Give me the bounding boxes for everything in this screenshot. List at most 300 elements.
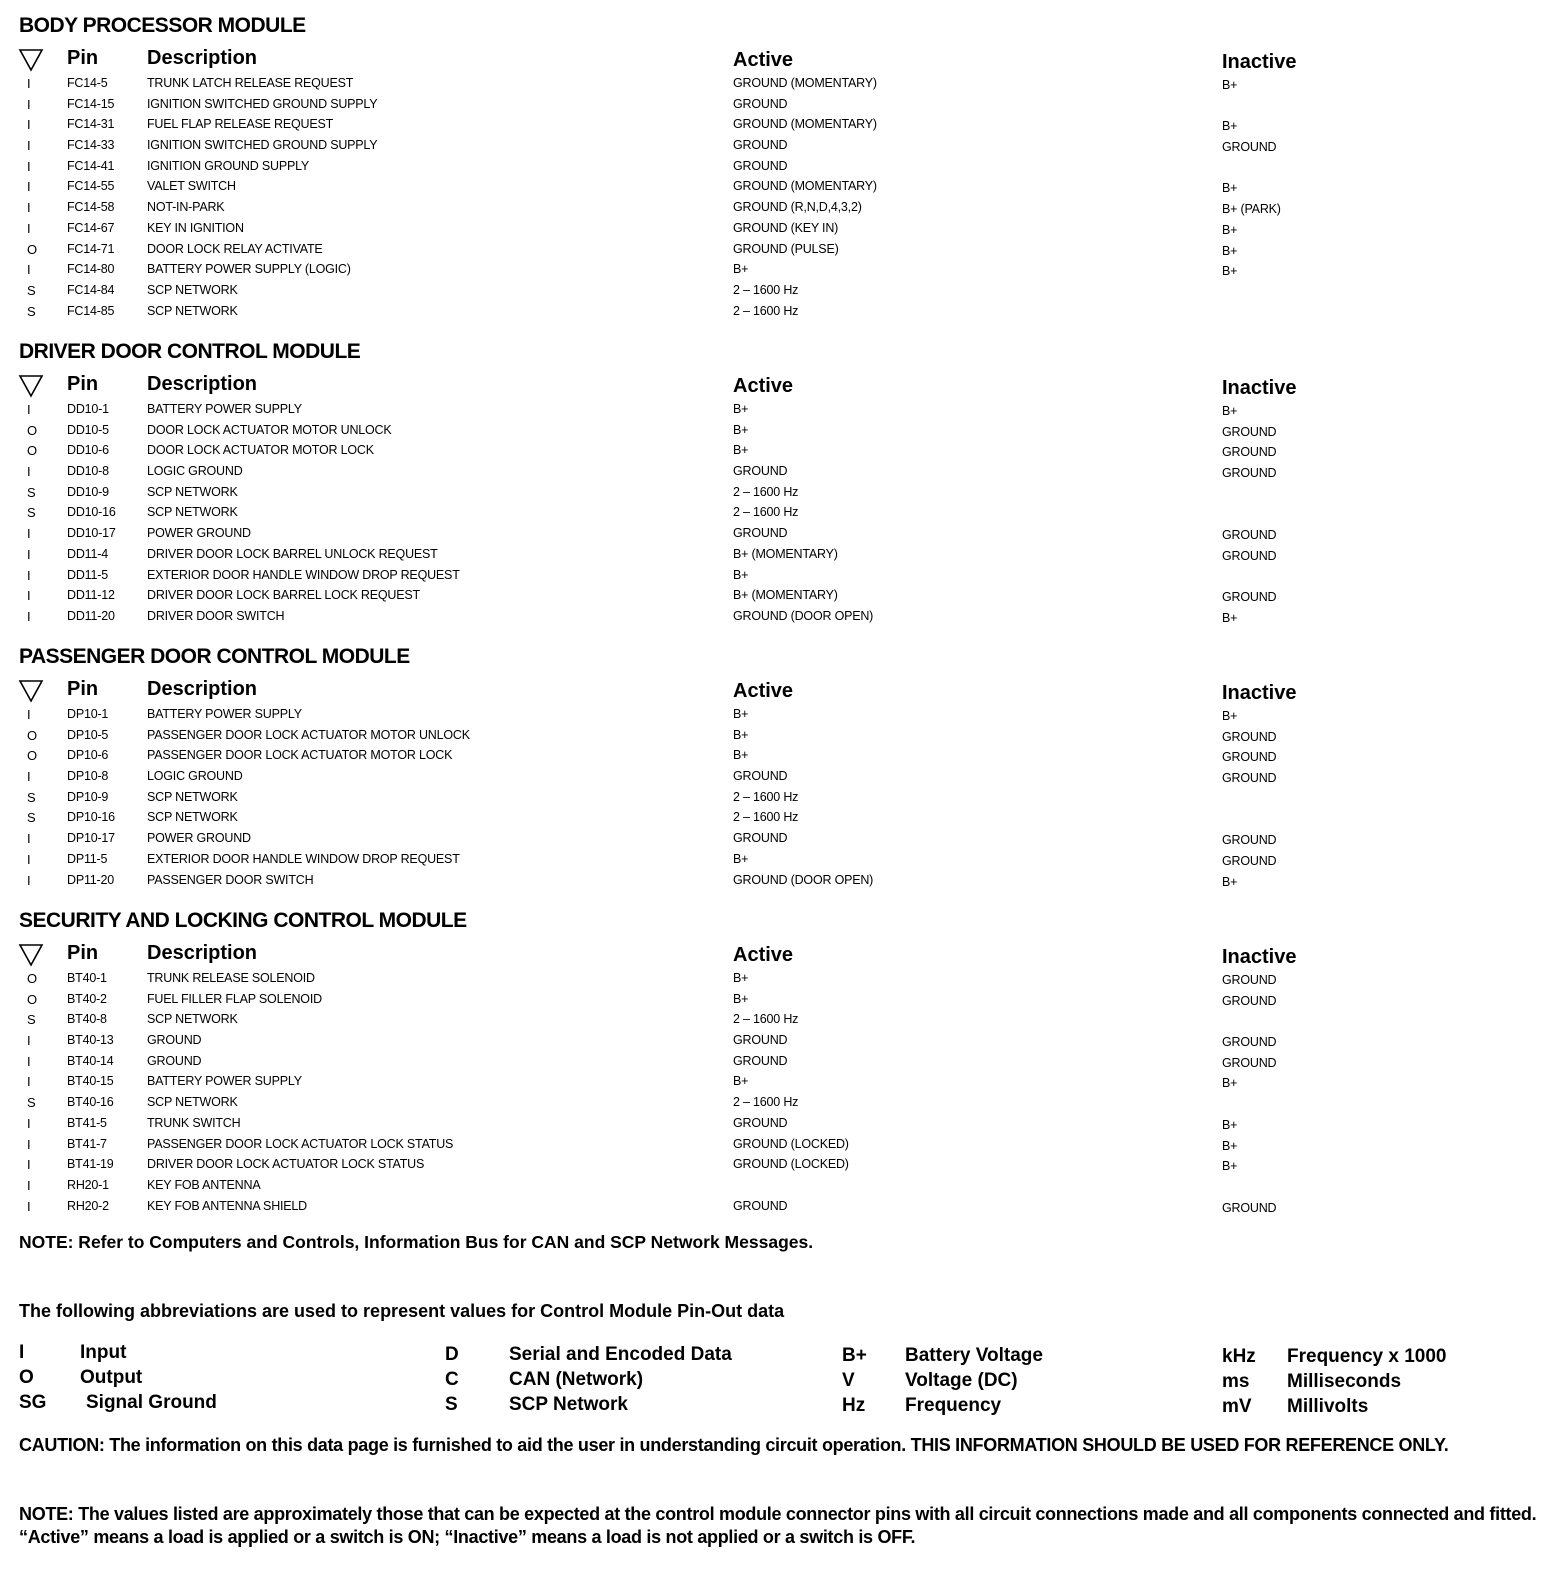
pin-id: BT40-14 — [67, 1053, 114, 1068]
header-inactive: Inactive — [1222, 51, 1297, 73]
values-note: NOTE: The values listed are approximately those that can be expected at the control module connector pins with all circuit connections made and all components connected and fitted. “Active” means a load is applied or a switch is ON; “Inactive” means a load is not applied or a switch is OFF. — [19, 1504, 1537, 1547]
triangle-down-icon — [18, 374, 44, 398]
active-value: GROUND (MOMENTARY) — [733, 76, 877, 90]
pin-id: DP10-9 — [67, 789, 109, 804]
table-row — [0, 503, 1568, 524]
table-row — [0, 871, 1568, 892]
active-value: GROUND (DOOR OPEN) — [733, 872, 874, 887]
pin-description: TRUNK RELEASE SOLENOID — [147, 971, 315, 985]
table-header — [0, 939, 1568, 969]
pin-id: FC14-84 — [67, 282, 115, 297]
pin-description: SCP NETWORK — [147, 484, 238, 499]
pin-description: DRIVER DOOR LOCK ACTUATOR LOCK STATUS — [147, 1157, 425, 1172]
active-value: GROUND — [733, 1033, 788, 1048]
abbr-meaning: Battery Voltage — [905, 1345, 1043, 1366]
pin-id: DD10-17 — [67, 526, 116, 541]
pin-description: NOT-IN-PARK — [147, 200, 225, 215]
active-value: B+ — [733, 971, 749, 985]
table-row — [0, 421, 1568, 442]
header-pin: Pin — [67, 373, 99, 395]
header-active: Active — [733, 680, 794, 702]
pin-id: DD10-8 — [67, 464, 109, 479]
table-row — [0, 545, 1568, 566]
active-value: GROUND (KEY IN) — [733, 220, 839, 235]
pin-description: KEY IN IGNITION — [147, 220, 244, 235]
pin-id: FC14-31 — [67, 117, 115, 132]
io-type: I — [27, 1157, 31, 1173]
pin-description: BATTERY POWER SUPPLY — [147, 1074, 302, 1089]
io-type: O — [27, 443, 37, 459]
abbr-code: S — [445, 1394, 458, 1415]
header-pin: Pin — [67, 47, 99, 69]
io-type: O — [27, 727, 37, 743]
io-type: I — [27, 1177, 31, 1193]
pin-description: TRUNK SWITCH — [147, 1115, 241, 1130]
pin-description: LOGIC GROUND — [147, 769, 243, 784]
inactive-value: B+ — [1222, 404, 1238, 418]
inactive-value: B+ — [1222, 610, 1238, 625]
active-value: GROUND (LOCKED) — [733, 1157, 849, 1172]
active-value: GROUND — [733, 526, 788, 541]
pin-id: DP11-20 — [67, 872, 115, 887]
io-type: I — [27, 1074, 31, 1090]
pin-description: LOGIC GROUND — [147, 464, 243, 479]
io-type: S — [27, 484, 36, 500]
io-type: I — [27, 707, 31, 722]
pin-description: SCP NETWORK — [147, 789, 238, 804]
table-row — [0, 1072, 1568, 1093]
io-type: I — [27, 179, 31, 195]
pin-id: DD10-9 — [67, 484, 109, 499]
pin-id: BT40-13 — [67, 1033, 114, 1048]
table-row — [0, 990, 1568, 1011]
abbr-code: O — [19, 1367, 34, 1388]
pin-id: DD10-6 — [67, 443, 109, 458]
table-row — [0, 767, 1568, 788]
table-row — [0, 829, 1568, 850]
abbr-meaning: Millivolts — [1287, 1396, 1369, 1417]
pin-id: FC14-33 — [67, 138, 115, 153]
inactive-value: GROUND — [1222, 729, 1277, 744]
table-row — [0, 462, 1568, 483]
table-row — [0, 969, 1568, 990]
pin-id: BT40-1 — [67, 971, 107, 985]
pin-id: BT41-19 — [67, 1157, 114, 1172]
abbr-code: Hz — [842, 1395, 866, 1416]
pin-id: FC14-58 — [67, 200, 115, 215]
pin-id: RH20-2 — [67, 1198, 109, 1213]
active-value: 2 – 1600 Hz — [733, 282, 799, 297]
pin-id: DP10-5 — [67, 727, 109, 742]
io-type: I — [27, 567, 31, 583]
abbr-code: ms — [1222, 1371, 1250, 1392]
header-description: Description — [147, 678, 258, 700]
active-value: B+ — [733, 727, 749, 742]
table-row — [0, 483, 1568, 504]
active-value: GROUND (LOCKED) — [733, 1136, 849, 1151]
table-row — [0, 219, 1568, 240]
inactive-value: B+ — [1222, 1138, 1238, 1153]
pin-description: DOOR LOCK ACTUATOR MOTOR LOCK — [147, 443, 374, 458]
active-value: B+ (MOMENTARY) — [733, 588, 838, 603]
active-value: 2 – 1600 Hz — [733, 303, 799, 318]
inactive-value: GROUND — [1222, 590, 1277, 605]
pin-description: KEY FOB ANTENNA SHIELD — [147, 1198, 308, 1213]
pin-description: BATTERY POWER SUPPLY — [147, 402, 302, 416]
pin-id: DP10-8 — [67, 769, 109, 784]
active-value: B+ — [733, 422, 749, 437]
pin-id: BT41-7 — [67, 1136, 107, 1151]
abbr-meaning: Signal Ground — [86, 1392, 217, 1413]
io-type: I — [27, 851, 31, 867]
pin-id: RH20-1 — [67, 1177, 109, 1192]
io-type: S — [27, 282, 36, 298]
table-row — [0, 726, 1568, 747]
io-type: I — [27, 117, 31, 133]
pin-description: PASSENGER DOOR SWITCH — [147, 872, 314, 887]
pin-id: DD11-5 — [67, 567, 108, 582]
active-value: B+ — [733, 567, 749, 582]
inactive-value: B+ — [1222, 264, 1238, 279]
active-value: GROUND (R,N,D,4,3,2) — [733, 200, 862, 215]
active-value: 2 – 1600 Hz — [733, 810, 799, 825]
header-description: Description — [147, 47, 258, 69]
pin-description: DRIVER DOOR LOCK BARREL LOCK REQUEST — [147, 588, 420, 603]
table-row — [0, 136, 1568, 157]
pin-id: FC14-71 — [67, 241, 115, 256]
pin-id: FC14-55 — [67, 179, 115, 194]
abbr-code: SG — [19, 1392, 47, 1413]
inactive-value: B+ — [1222, 709, 1238, 723]
pin-id: FC14-80 — [67, 262, 115, 277]
io-type: I — [27, 1033, 31, 1049]
section-title: PASSENGER DOOR CONTROL MODULE — [19, 645, 410, 668]
active-value: GROUND — [733, 831, 788, 846]
io-type: I — [27, 1136, 31, 1152]
io-type: O — [27, 748, 37, 764]
inactive-value: B+ — [1222, 243, 1238, 258]
active-value: GROUND — [733, 96, 788, 111]
table-row — [0, 1010, 1568, 1031]
pin-id: DP10-17 — [67, 831, 115, 846]
inactive-value: GROUND — [1222, 1200, 1277, 1215]
abbr-meaning: Serial and Encoded Data — [509, 1344, 732, 1365]
inactive-value: GROUND — [1222, 424, 1277, 439]
pin-id: DD10-16 — [67, 505, 116, 520]
inactive-value: B+ — [1222, 181, 1238, 196]
active-value: GROUND (MOMENTARY) — [733, 117, 877, 132]
pin-description: BATTERY POWER SUPPLY — [147, 707, 302, 721]
network-note: NOTE: Refer to Computers and Controls, Information Bus for CAN and SCP Network Messages. — [19, 1232, 814, 1252]
active-value: 2 – 1600 Hz — [733, 1095, 799, 1110]
inactive-value: GROUND — [1222, 833, 1277, 848]
pin-description: KEY FOB ANTENNA — [147, 1177, 261, 1192]
abbr-meaning: Milliseconds — [1287, 1371, 1402, 1392]
io-type: I — [27, 158, 31, 174]
io-type: O — [27, 971, 37, 986]
inactive-value: GROUND — [1222, 1035, 1277, 1050]
pin-description: PASSENGER DOOR LOCK ACTUATOR MOTOR LOCK — [147, 748, 453, 763]
table-row — [0, 302, 1568, 323]
pin-id: DP10-6 — [67, 748, 109, 763]
pin-id: DP11-5 — [67, 851, 108, 866]
io-type: I — [27, 138, 31, 154]
active-value: 2 – 1600 Hz — [733, 1012, 799, 1027]
abbr-meaning: Output — [80, 1367, 143, 1388]
table-rows — [0, 969, 1568, 1217]
header-active: Active — [733, 944, 794, 966]
io-type: I — [27, 1198, 31, 1214]
abbr-meaning: Frequency x 1000 — [1287, 1346, 1447, 1367]
pin-description: SCP NETWORK — [147, 1095, 238, 1110]
inactive-value: B+ — [1222, 119, 1238, 134]
io-type: S — [27, 303, 36, 319]
pin-description: GROUND — [147, 1053, 202, 1068]
abbr-code: C — [445, 1369, 459, 1390]
inactive-value: GROUND — [1222, 1055, 1277, 1070]
io-type: O — [27, 241, 37, 257]
table-row — [0, 566, 1568, 587]
header-pin: Pin — [67, 678, 99, 700]
table-row — [0, 746, 1568, 767]
pin-id: FC14-5 — [67, 76, 108, 90]
pin-description: DOOR LOCK ACTUATOR MOTOR UNLOCK — [147, 422, 392, 437]
active-value: B+ — [733, 262, 749, 277]
pin-id: BT40-15 — [67, 1074, 114, 1089]
table-row — [0, 1093, 1568, 1114]
table-row — [0, 281, 1568, 302]
io-type: S — [27, 1012, 36, 1028]
abbr-code: D — [445, 1344, 459, 1365]
io-type: I — [27, 831, 31, 847]
pin-id: DD11-12 — [67, 588, 115, 603]
table-row — [0, 157, 1568, 178]
pin-description: EXTERIOR DOOR HANDLE WINDOW DROP REQUEST — [147, 851, 460, 866]
table-header — [0, 370, 1568, 400]
inactive-value: GROUND — [1222, 853, 1277, 868]
triangle-down-icon — [18, 48, 44, 72]
caution-text: CAUTION: The information on this data page is furnished to aid the user in understanding circuit operation. THIS INFORMATION SHOULD BE USED FOR REFERENCE ONLY. — [19, 1435, 1449, 1455]
pin-description: POWER GROUND — [147, 831, 251, 846]
table-rows — [0, 74, 1568, 322]
pin-id: FC14-41 — [67, 158, 115, 173]
pin-description: PASSENGER DOOR LOCK ACTUATOR LOCK STATUS — [147, 1136, 454, 1151]
abbr-code: kHz — [1222, 1346, 1256, 1367]
abbr-code: mV — [1222, 1396, 1252, 1417]
active-value: GROUND — [733, 1115, 788, 1130]
active-value: GROUND — [733, 464, 788, 479]
table-header — [0, 675, 1568, 705]
pin-id: DD11-4 — [67, 546, 108, 561]
pin-description: EXTERIOR DOOR HANDLE WINDOW DROP REQUEST — [147, 567, 460, 582]
pin-id: BT40-16 — [67, 1095, 114, 1110]
inactive-value: B+ — [1222, 1076, 1238, 1091]
header-active: Active — [733, 49, 794, 71]
pin-description: SCP NETWORK — [147, 810, 238, 825]
io-type: S — [27, 505, 36, 521]
abbr-meaning: SCP Network — [509, 1394, 628, 1415]
pin-id: DD10-5 — [67, 422, 109, 437]
table-row — [0, 1155, 1568, 1176]
io-type: I — [27, 464, 31, 480]
active-value: B+ — [733, 402, 749, 416]
io-type: I — [27, 220, 31, 236]
inactive-value: GROUND — [1222, 771, 1277, 786]
header-description: Description — [147, 942, 258, 964]
table-rows — [0, 400, 1568, 628]
active-value: GROUND — [733, 158, 788, 173]
active-value: GROUND (DOOR OPEN) — [733, 608, 874, 623]
io-type: O — [27, 422, 37, 438]
abbr-code: V — [842, 1370, 855, 1391]
table-rows — [0, 705, 1568, 891]
abbr-code: B+ — [842, 1345, 867, 1366]
pin-description: IGNITION SWITCHED GROUND SUPPLY — [147, 96, 378, 111]
triangle-down-icon — [18, 943, 44, 967]
table-row — [0, 1197, 1568, 1218]
table-row — [0, 74, 1568, 95]
io-type: I — [27, 402, 31, 417]
header-inactive: Inactive — [1222, 377, 1297, 399]
pin-id: FC14-85 — [67, 303, 115, 318]
abbreviations-intro: The following abbreviations are used to represent values for Control Module Pin-Out data — [19, 1301, 785, 1321]
table-row — [0, 95, 1568, 116]
table-row — [0, 115, 1568, 136]
inactive-value: GROUND — [1222, 140, 1277, 155]
pin-id: DP10-1 — [67, 707, 109, 721]
inactive-value: GROUND — [1222, 993, 1277, 1008]
io-type: I — [27, 1115, 31, 1131]
active-value: 2 – 1600 Hz — [733, 484, 799, 499]
active-value: 2 – 1600 Hz — [733, 789, 799, 804]
pin-description: TRUNK LATCH RELEASE REQUEST — [147, 76, 354, 90]
active-value: B+ — [733, 851, 749, 866]
active-value: B+ — [733, 443, 749, 458]
io-type: S — [27, 810, 36, 826]
io-type: I — [27, 546, 31, 562]
table-row — [0, 607, 1568, 628]
abbr-meaning: CAN (Network) — [509, 1369, 644, 1390]
pin-description: PASSENGER DOOR LOCK ACTUATOR MOTOR UNLOCK — [147, 727, 470, 742]
pin-id: DD11-20 — [67, 608, 115, 623]
header-pin: Pin — [67, 942, 99, 964]
pin-id: BT40-8 — [67, 1012, 107, 1027]
active-value: B+ (MOMENTARY) — [733, 546, 838, 561]
section-title: SECURITY AND LOCKING CONTROL MODULE — [19, 909, 467, 932]
pin-description: VALET SWITCH — [147, 179, 236, 194]
io-type: I — [27, 76, 31, 91]
inactive-value: GROUND — [1222, 445, 1277, 460]
pin-description: POWER GROUND — [147, 526, 251, 541]
inactive-value: B+ — [1222, 1117, 1238, 1132]
pin-id: FC14-15 — [67, 96, 115, 111]
io-type: I — [27, 769, 31, 785]
active-value: B+ — [733, 1074, 749, 1089]
active-value: GROUND (PULSE) — [733, 241, 839, 256]
pin-id: FC14-67 — [67, 220, 115, 235]
active-value: 2 – 1600 Hz — [733, 505, 799, 520]
io-type: I — [27, 96, 31, 112]
table-row — [0, 586, 1568, 607]
active-value: GROUND — [733, 769, 788, 784]
pin-description: SCP NETWORK — [147, 1012, 238, 1027]
inactive-value: B+ — [1222, 78, 1238, 92]
pin-id: DP10-16 — [67, 810, 115, 825]
table-row — [0, 177, 1568, 198]
io-type: I — [27, 872, 31, 888]
inactive-value: GROUND — [1222, 750, 1277, 765]
pin-description: SCP NETWORK — [147, 505, 238, 520]
pin-description: DRIVER DOOR SWITCH — [147, 608, 285, 623]
pin-description: FUEL FLAP RELEASE REQUEST — [147, 117, 334, 132]
abbr-code: I — [19, 1342, 25, 1363]
io-type: S — [27, 1095, 36, 1111]
table-row — [0, 1176, 1568, 1197]
table-row — [0, 788, 1568, 809]
table-row — [0, 808, 1568, 829]
abbr-meaning: Frequency — [905, 1395, 1002, 1416]
io-type: O — [27, 991, 37, 1007]
pin-description: BATTERY POWER SUPPLY (LOGIC) — [147, 262, 351, 277]
pin-description: IGNITION SWITCHED GROUND SUPPLY — [147, 138, 378, 153]
table-row — [0, 1114, 1568, 1135]
io-type: I — [27, 608, 31, 624]
table-row — [0, 1135, 1568, 1156]
table-row — [0, 400, 1568, 421]
active-value: B+ — [733, 748, 749, 763]
inactive-value: GROUND — [1222, 528, 1277, 543]
inactive-value: GROUND — [1222, 973, 1277, 987]
pin-description: DRIVER DOOR LOCK BARREL UNLOCK REQUEST — [147, 546, 438, 561]
header-description: Description — [147, 373, 258, 395]
pin-description: SCP NETWORK — [147, 303, 238, 318]
active-value: GROUND — [733, 138, 788, 153]
pin-description: GROUND — [147, 1033, 202, 1048]
inactive-value: B+ — [1222, 1159, 1238, 1174]
table-row — [0, 198, 1568, 219]
io-type: I — [27, 1053, 31, 1069]
inactive-value: GROUND — [1222, 548, 1277, 563]
section-title: BODY PROCESSOR MODULE — [19, 14, 306, 37]
active-value: B+ — [733, 707, 749, 721]
active-value: GROUND — [733, 1053, 788, 1068]
inactive-value: GROUND — [1222, 466, 1277, 481]
table-row — [0, 441, 1568, 462]
pin-id: BT41-5 — [67, 1115, 107, 1130]
table-row — [0, 260, 1568, 281]
table-row — [0, 240, 1568, 261]
table-row — [0, 1052, 1568, 1073]
io-type: I — [27, 262, 31, 278]
abbr-meaning: Input — [80, 1342, 127, 1363]
active-value: GROUND (MOMENTARY) — [733, 179, 877, 194]
abbr-meaning: Voltage (DC) — [905, 1370, 1018, 1391]
header-active: Active — [733, 375, 794, 397]
pin-id: DD10-1 — [67, 402, 109, 416]
inactive-value: B+ — [1222, 222, 1238, 237]
inactive-value: B+ (PARK) — [1222, 202, 1281, 217]
io-type: S — [27, 789, 36, 805]
table-row — [0, 1031, 1568, 1052]
pin-description: DOOR LOCK RELAY ACTIVATE — [147, 241, 323, 256]
active-value: GROUND — [733, 1198, 788, 1213]
table-header — [0, 44, 1568, 74]
table-row — [0, 705, 1568, 726]
io-type: I — [27, 526, 31, 542]
io-type: I — [27, 588, 31, 604]
header-inactive: Inactive — [1222, 682, 1297, 704]
pin-description: IGNITION GROUND SUPPLY — [147, 158, 310, 173]
